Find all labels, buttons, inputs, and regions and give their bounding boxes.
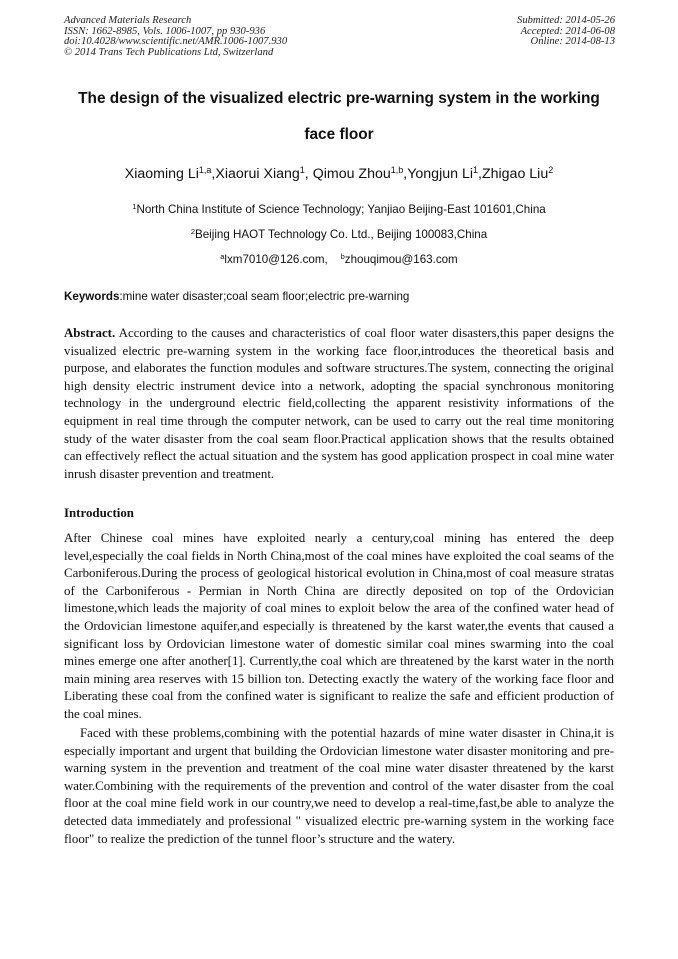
accepted-date: Accepted: 2014-06-08 [520,25,615,37]
email-line [40,253,638,266]
author-name: Yongjun Li [407,166,473,182]
author-name: Qimou Zhou [312,166,391,182]
author-name: Xiaoming Li [124,166,199,182]
journal-name: Advanced Materials Research [64,15,192,26]
author-separator: , [211,166,216,182]
author-name: Xiaorui Xiang [215,166,300,182]
affiliation-2 [40,228,638,241]
affiliation-text: Beijing HAOT Technology Co. Ltd., Beijing 100083,China [194,228,488,241]
keywords-text: :mine water disaster;coal seam floor;electric pre-warning [119,290,410,303]
email-address: lxm7010@126.com, [224,253,328,266]
keywords [64,290,409,303]
author-affiliation-mark: 1 [472,165,478,175]
author-name: Zhigao Liu [481,166,549,182]
abstract [64,325,614,483]
affiliation-text: North China Institute of Science Technology; Yanjiao Beijing-East 101601,China [136,203,546,216]
affiliation-mark: 2 [190,227,195,236]
submitted-date: Submitted: 2014-05-26 [517,15,615,26]
email-mark: a [220,252,225,261]
paper-title-line-1: The design of the visualized electric pre-warning system in the working [78,90,600,107]
section-heading-introduction: Introduction [64,506,134,520]
author-separator: , [403,166,408,182]
paper-title-line-2: face floor [304,126,374,143]
email-address: zhouqimou@163.com [344,253,458,266]
author-affiliation-mark: 2 [548,165,554,175]
author-separator: , [304,166,313,182]
author-affiliation-mark: 1 [299,165,305,175]
affiliation-1 [40,203,638,216]
author-list [40,166,638,182]
author-separator: , [478,166,482,182]
doi-line: doi:10.4028/www.scientific.net/AMR.1006-1007.930 [64,36,288,48]
affiliation-mark: 1 [132,202,137,211]
issn-line: ISSN: 1662-8985, Vols. 1006-1007, pp 930-936 [64,25,266,37]
keywords-label: Keywords [64,290,120,303]
copyright-line: © 2014 Trans Tech Publications Ltd, Switzerland [64,46,274,58]
abstract-label: Abstract. [64,326,116,340]
author-affiliation-mark: 1,b [390,165,404,175]
journal-info [64,16,287,58]
introduction-paragraph-2: Faced with these problems,combining with the potential hazards of mine water disaster in China,it is especially important and urgent that building the Ordovician limestone water disaster monitoring and pre-warning system in the prevention and treatment of the coal mine water disaster threatened by the karst water.Combining with the requirements of the prevention and control of the water disaster from the coal floor at the coal mine field work in our country,we need to develop a real-time,fast,be able to analyze the detected data immediately and professional " visualized electric pre-warning system in the working face floor" to realize the prediction of the tunnel floor’s structure and the watery. [64,726,614,846]
online-date: Online: 2014-08-13 [530,36,615,48]
abstract-text: According to the causes and characteristics of coal floor water disasters,this paper designs the visualized electric pre-warning system in the working face floor,introduces the theoretical basis and purpose, and elaborates the function modules and software structures.The system, connecting the original high density electric instrument device into a network, adopting the spacial synchronous monitoring technology in the underground electric field,collecting the apparent resistivity informations of the equipment in real time through the computer network, can be used to carry out the real time monitoring study of the water disaster from the coal seam floor.Practical application shows that the results obtained can effectively reflect the actual situation and the system has good application prospect in coal mine water inrush disaster prevention and treatment. [64,326,614,481]
author-affiliation-mark: 1,a [198,165,212,175]
email-mark: b [340,252,345,261]
introduction-paragraph-1: After Chinese coal mines have exploited nearly a century,coal mining has entered the deep level,especially the coal fields in North China,most of the coal mines have exploited the coal seams of the Carboniferous.During the process of geological historical evolution in China,most of coal measure stratas of the Carboniferous - Permian in North China are directly deposited on top of the Ordovician limestone,which leads the majority of coal mines to exploit below the area of the confined water head of the Ordovician limestone aquifer,and especially is threatened by the karst water,the events that caused a significant loss by Ordovician limestone water of domestic similar coal mines swarming into the coal mines emerge one after another[1]. Currently,the coal which are threatened by the karst water in the north main mining area reserves with 15 billion ton. Detecting exactly the watery of the working face floor and Liberating these coal from the confined water is significant to realize the safe and efficient production of the coal mines. [64,531,614,721]
dates-info [517,16,615,48]
